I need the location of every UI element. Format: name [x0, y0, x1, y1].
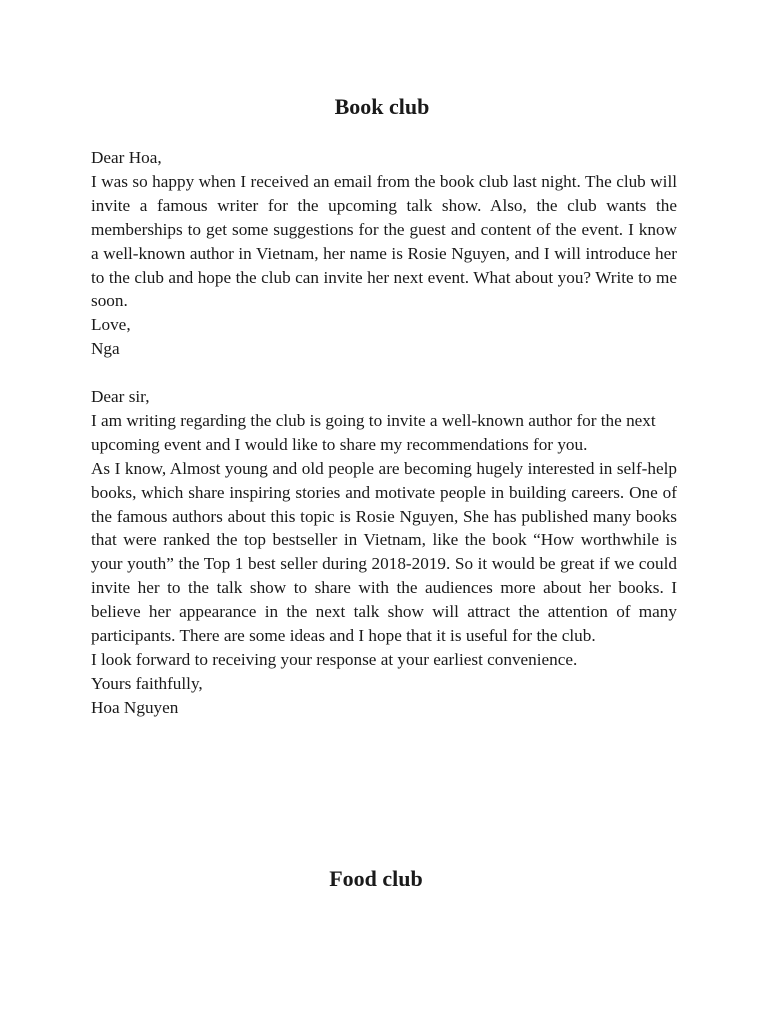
section-title-book-club: Book club: [334, 94, 430, 119]
letter-to-sir: [91, 385, 677, 720]
letter-paragraph-main: As I know, Almost young and old people are becoming hugely interested in self-help books, which share inspiring stories and motivate people in building careers. One of the famous authors about this topic is Rosie Nguyen, She has published many books that were ranked the top bestseller in Vietnam, like the book “How worthwhile is your youth” the Top 1 best seller during 2018-2019. So it would be great if we could invite her to the talk show to share with the audiences more about her books. I believe her appearance in the next talk show will attract the attention of many participants. There are some ideas and I hope that it is useful for the club.: [91, 458, 677, 646]
letter-signature: Nga: [91, 339, 120, 359]
letter-greeting: Dear Hoa,: [91, 148, 162, 167]
letter-greeting: Dear sir,: [91, 387, 150, 406]
letter-signature: Hoa Nguyen: [91, 697, 179, 717]
letter-to-hoa: [91, 146, 677, 361]
letter-closing: Yours faithfully,: [91, 673, 203, 693]
letter-paragraph-closing-remark: I look forward to receiving your response at your earliest convenience.: [91, 649, 578, 669]
letter-body: I was so happy when I received an email from the book club last night. The club will invite a famous writer for the upcoming talk show. Also, the club wants the memberships to get some suggestions for the guest and content of the event. I know a well-known author in Vietnam, her name is Rosie Nguyen, and I will introduce her to the club and hope the club can invite her next event. What about you? Write to me soon.: [91, 171, 677, 311]
letter-closing: Love,: [91, 315, 131, 335]
letter-paragraph-intro: I am writing regarding the club is going to invite a well-known author for the next upcoming event and I would like to share my recommendations for you.: [91, 410, 656, 454]
section-title-food-club: Food club: [329, 866, 423, 891]
